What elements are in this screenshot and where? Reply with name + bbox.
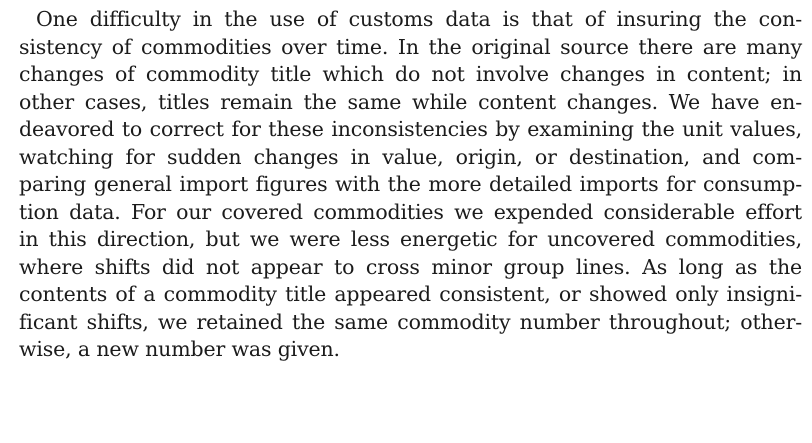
paragraph-line: paring general import figures with the more detailed imports for consump- <box>19 172 802 196</box>
paragraph-line: tion data. For our covered commodities we expended considerable effort <box>19 199 802 224</box>
paragraph-line: One difficulty in the use of customs data is that of insuring the con- <box>36 7 802 31</box>
paragraph-line: in this direction, but we were less energetic for uncovered commodities, <box>19 227 802 251</box>
paragraph-line: sistency of commodities over time. In the original source there are many <box>19 34 802 59</box>
paragraph-line: wise, a new number was given. <box>19 337 340 361</box>
paragraph-line: where shifts did not appear to cross minor group lines. As long as the <box>19 254 802 279</box>
paragraph-line: changes of commodity title which do not involve changes in content; in <box>19 62 802 86</box>
paragraph-line: contents of a commodity title appeared consistent, or showed only insigni- <box>19 282 802 306</box>
paragraph-line: deavored to correct for these inconsistencies by examining the unit values, <box>19 117 802 141</box>
body-paragraph <box>19 6 802 364</box>
paragraph-line: ficant shifts, we retained the same commodity number throughout; other- <box>19 309 802 334</box>
paragraph-line: watching for sudden changes in value, origin, or destination, and com- <box>19 144 802 169</box>
paragraph-line: other cases, titles remain the same while content changes. We have en- <box>19 89 802 114</box>
